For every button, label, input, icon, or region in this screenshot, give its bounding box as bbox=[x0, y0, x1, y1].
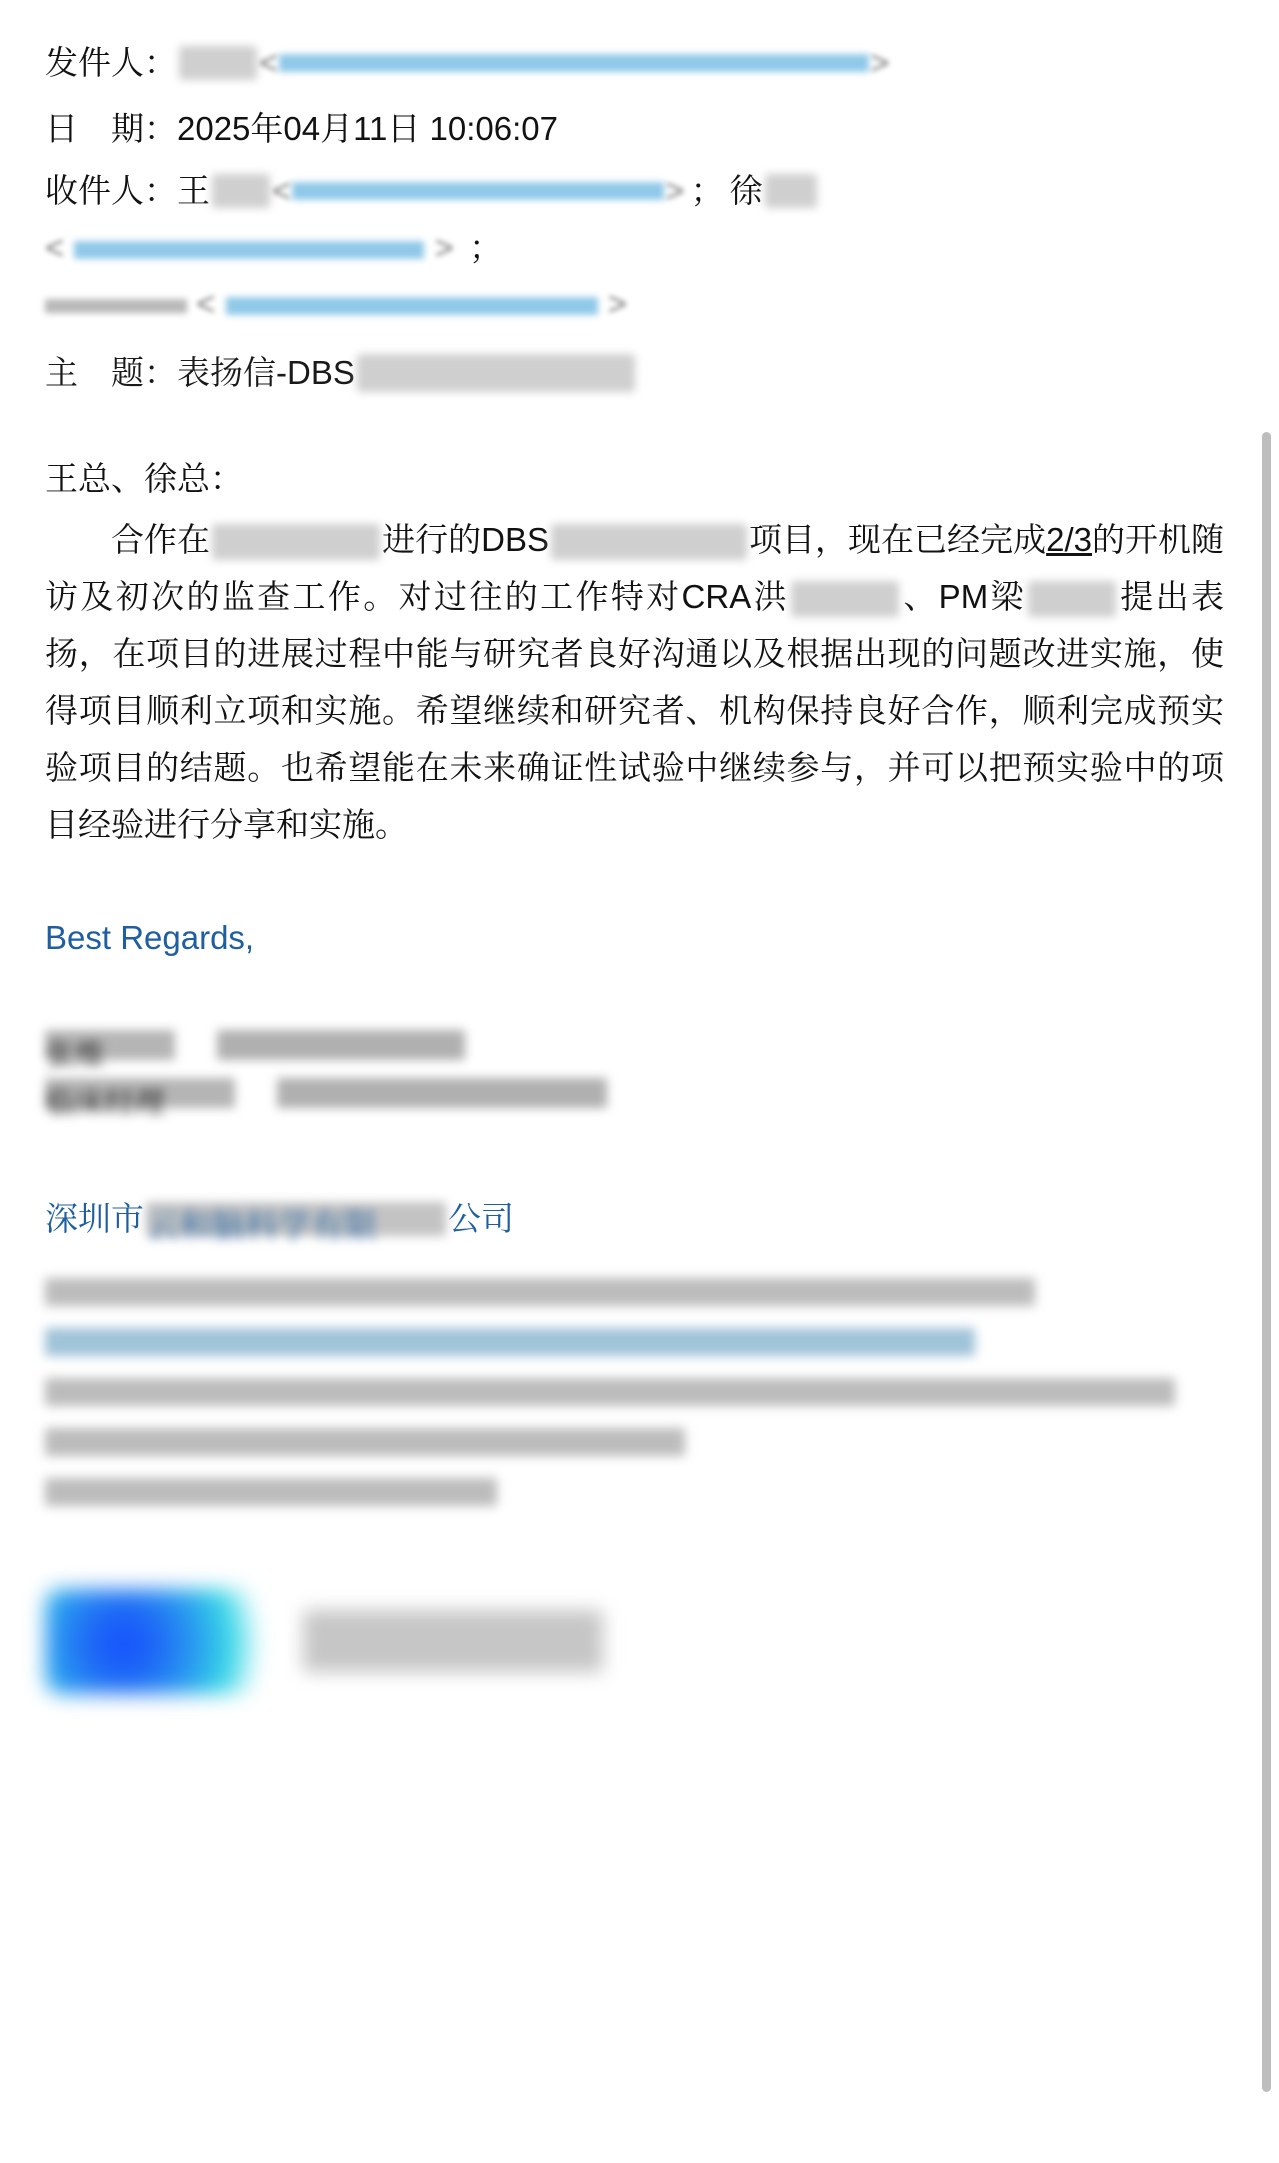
address-cn-line bbox=[45, 1317, 1224, 1367]
paragraph-lead: 合作在 bbox=[111, 521, 211, 558]
to-2-name-redacted bbox=[765, 174, 817, 208]
signature-title-en-redacted bbox=[277, 1078, 607, 1108]
to-2-surname: 徐 bbox=[729, 172, 763, 209]
vertical-scrollbar-track[interactable] bbox=[1269, 0, 1279, 2163]
paragraph-fraction: 2/3 bbox=[1046, 521, 1092, 558]
to-value bbox=[177, 162, 819, 220]
from-angle-open: < bbox=[259, 44, 279, 81]
company-cn-prefix: 深圳市 bbox=[45, 1200, 144, 1237]
header-row-cc bbox=[45, 276, 1224, 332]
paragraph-tail: 提出表扬，在项目的进展过程中能与研究者良好沟通以及根据出现的问题改进实施，使得项目顺利立项和实施。希望继续和研究者、机构保持良好合作，顺利完成预实验项目的结题。也希望能在未来确证性试验中继续参与，并可以把预实验中的项目经验进行分享和实施。 bbox=[45, 578, 1225, 843]
to-2-angle-open: < bbox=[45, 229, 65, 266]
from-address-redacted[interactable] bbox=[279, 46, 869, 80]
paragraph-mid-2: 项目，现在已经完成 bbox=[748, 521, 1047, 558]
address-cn-redacted bbox=[45, 1328, 975, 1356]
company-name-cn bbox=[45, 1195, 1224, 1243]
signature-name-cn-redacted: 张维 bbox=[45, 1030, 175, 1060]
paragraph-redacted-2 bbox=[551, 524, 747, 560]
to-separator-2: ； bbox=[469, 229, 503, 266]
cc-prefix-redacted bbox=[45, 291, 187, 321]
from-name-redacted bbox=[179, 46, 257, 80]
date-value: 2025年04月11日 10:06:07 bbox=[177, 110, 558, 147]
cc-address-redacted[interactable] bbox=[226, 289, 598, 323]
header-row-to-continued bbox=[45, 220, 1224, 276]
company-cn-suffix: 公司 bbox=[448, 1200, 514, 1237]
phone-line bbox=[45, 1467, 1224, 1517]
subject-visible-text: 表扬信-DBS bbox=[177, 354, 355, 391]
email-body bbox=[45, 450, 1224, 961]
to-1-angle-open: < bbox=[272, 172, 292, 209]
paragraph-redacted-1 bbox=[212, 524, 380, 560]
paragraph-redacted-4 bbox=[1028, 581, 1116, 617]
to-1-address-redacted[interactable] bbox=[292, 174, 664, 208]
signature-title-line bbox=[45, 1069, 1224, 1120]
address-block bbox=[45, 1267, 1224, 1517]
from-angle-close: > bbox=[870, 44, 890, 81]
to-2-angle-close: > bbox=[434, 229, 454, 266]
paragraph-mid-4: 、PM梁 bbox=[900, 578, 1026, 615]
paragraph-redacted-3 bbox=[791, 581, 899, 617]
company-wordmark-redacted bbox=[303, 1610, 603, 1672]
company-cn-redacted: 云和脑科学有限 bbox=[146, 1202, 446, 1236]
email-header bbox=[45, 30, 1224, 408]
phone-redacted bbox=[45, 1478, 497, 1506]
salutation: 王总、徐总： bbox=[45, 460, 243, 497]
signature-block bbox=[45, 1021, 1224, 1701]
company-name-en-line bbox=[45, 1267, 1224, 1317]
paragraph-mid-1: 进行的DBS bbox=[382, 521, 549, 558]
to-1-surname: 王 bbox=[177, 172, 210, 209]
vertical-scrollbar-thumb[interactable] bbox=[1262, 432, 1271, 2092]
address-en-line2-redacted bbox=[45, 1428, 685, 1456]
cc-angle-close: > bbox=[607, 285, 628, 322]
cc-angle-open: < bbox=[196, 285, 216, 322]
header-row-subject bbox=[45, 338, 1224, 408]
signature-title-cn-redacted: 临床经理 bbox=[45, 1078, 235, 1108]
header-row-from bbox=[45, 30, 1224, 96]
address-en-line1-redacted bbox=[45, 1378, 1175, 1406]
subject-label: 主 题： bbox=[45, 354, 177, 391]
header-row-date bbox=[45, 96, 1224, 162]
company-logo-icon bbox=[45, 1589, 275, 1694]
company-en-redacted bbox=[45, 1278, 1035, 1306]
to-1-name-redacted bbox=[212, 174, 270, 208]
address-en-line-1 bbox=[45, 1367, 1224, 1417]
signature-logo bbox=[45, 1581, 1224, 1701]
signature-name-en-redacted bbox=[217, 1030, 465, 1060]
closing-line: Best Regards, bbox=[45, 919, 255, 956]
to-label: 收件人： bbox=[45, 172, 177, 209]
to-separator: ； bbox=[690, 172, 724, 209]
to-2-address-redacted[interactable] bbox=[74, 233, 424, 267]
from-label: 发件人： bbox=[45, 44, 177, 81]
header-row-to bbox=[45, 162, 1224, 220]
signature-name-line bbox=[45, 1021, 1224, 1072]
from-value bbox=[177, 30, 890, 96]
date-label: 日 期： bbox=[45, 110, 177, 147]
subject-redacted bbox=[357, 354, 635, 392]
to-1-angle-close: > bbox=[665, 172, 685, 209]
address-en-line-2 bbox=[45, 1417, 1224, 1467]
paragraph-mid-3: 的开机随访及初次的监查工作。对过往的工作特对CRA洪 bbox=[45, 521, 1225, 615]
body-paragraph bbox=[45, 511, 1224, 853]
